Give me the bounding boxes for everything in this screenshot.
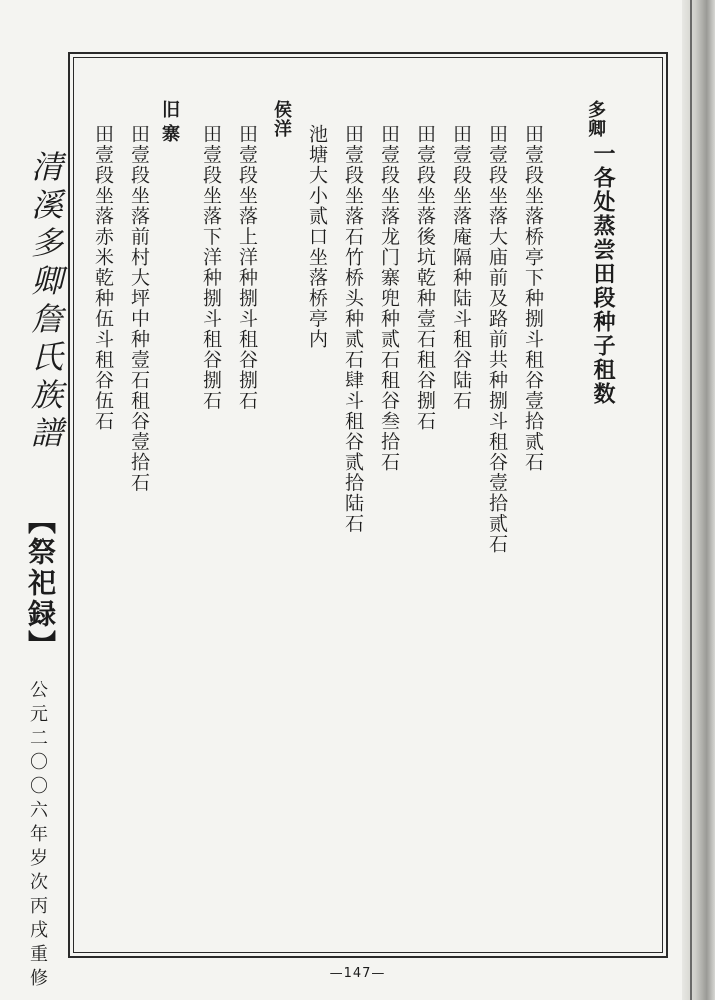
entry-line: 田壹段坐落前村大坪中种壹石租谷壹拾石	[128, 124, 150, 493]
page-gutter-shadow	[682, 0, 715, 1000]
entry-line: 田壹段坐落上洋种捌斗租谷捌石	[236, 124, 258, 411]
entry-line: 田壹段坐落後坑乾种壹石租谷捌石	[414, 124, 436, 432]
page-border-inner	[73, 57, 663, 953]
entry-line: 田壹段坐落龙门寨兜种贰石租谷叁拾石	[378, 124, 400, 473]
entry-line: 田壹段坐落大庙前及路前共种捌斗租谷壹拾贰石	[486, 124, 508, 555]
entry-line: 田壹段坐落桥亭下种捌斗租谷壹拾贰石	[522, 124, 544, 473]
section-heading: 一各处蒸尝田段种子租数	[590, 142, 616, 406]
entry-line: 田壹段坐落庵隔种陆斗租谷陆石	[450, 124, 472, 411]
place-label-duoqing: 多卿	[585, 100, 606, 138]
place-label-jiuzhai-2: 寨	[159, 124, 180, 143]
section-label: 【祭祀録】	[24, 506, 57, 661]
place-label-houyang: 侯洋	[271, 100, 292, 138]
place-label-jiuzhai-1: 旧	[159, 100, 180, 119]
page-number: —147—	[329, 966, 386, 981]
entry-line: 田壹段坐落赤米乾种伍斗租谷伍石	[92, 124, 114, 432]
entry-line: 田壹段坐落下洋种捌斗租谷捌石	[200, 124, 222, 411]
revision-date: 公元二〇〇六年岁次丙戌重修	[27, 680, 48, 992]
genealogy-title: 清溪多卿詹氏族譜	[26, 150, 64, 454]
page-gutter-line	[690, 0, 692, 1000]
entry-line: 田壹段坐落石竹桥头种贰石肆斗租谷贰拾陆石	[342, 124, 364, 534]
entry-line: 池塘大小贰口坐落桥亭内	[306, 124, 328, 350]
